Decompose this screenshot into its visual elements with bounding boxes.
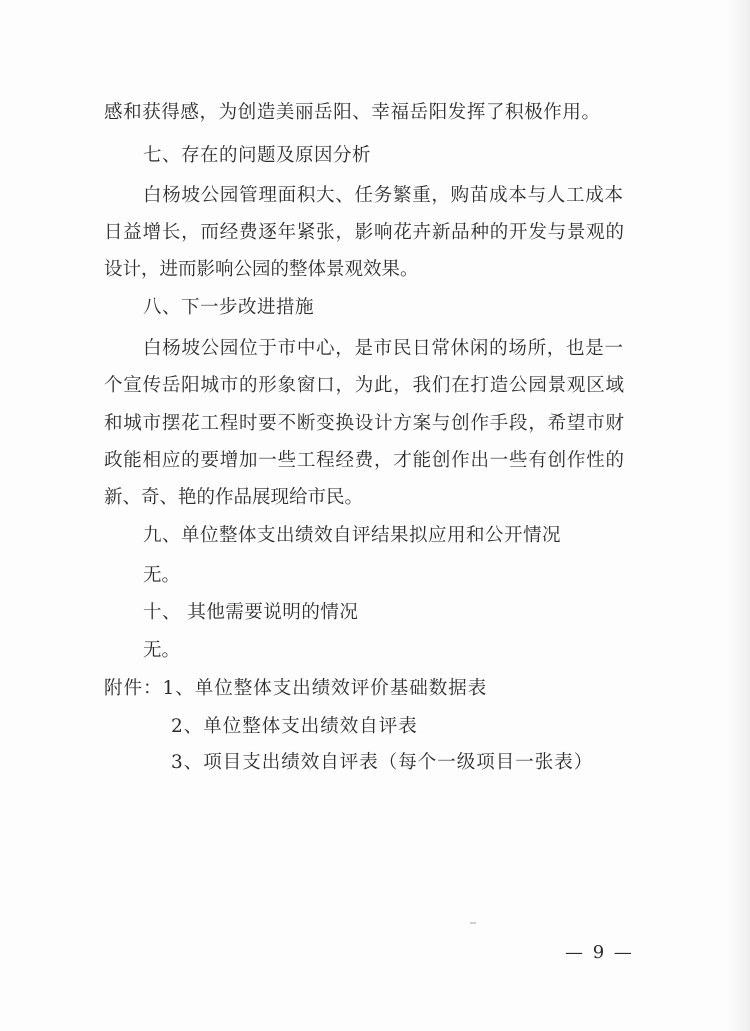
- attachment-item-3: 3、项目支出绩效自评表（每个一级项目一张表）: [171, 752, 594, 773]
- page-number: — 9 —: [565, 942, 634, 963]
- scan-shadow-edge: [728, 0, 750, 1031]
- paragraph-problems-line-1: 白杨坡公园管理面积大、任务繁重，购苗成本与人工成本: [143, 185, 623, 206]
- paragraph-other-notes: 无。: [143, 640, 181, 661]
- paragraph-problems-line-3: 设计，进而影响公园的整体景观效果。: [104, 259, 419, 280]
- paragraph-improvements-line-5: 新、奇、艳的作品展现给市民。: [104, 487, 364, 508]
- paragraph-improvements-line-2: 个宣传岳阳城市的形象窗口，为此，我们在打造公园景观区域: [104, 375, 624, 396]
- attachments-label-item-1: 附件：1、单位整体支出绩效评价基础数据表: [104, 678, 488, 699]
- paragraph-improvements-line-4: 政能相应的要增加一些工程经费，才能创作出一些有创作性的: [104, 450, 624, 471]
- paragraph-improvements-line-1: 白杨坡公园位于市中心，是市民日常休闲的场所，也是一: [143, 338, 623, 359]
- scan-speck: [470, 922, 476, 924]
- section-heading-other-notes: 十、 其他需要说明的情况: [143, 602, 359, 623]
- section-heading-improvements: 八、下一步改进措施: [143, 297, 315, 318]
- section-heading-results-application: 九、单位整体支出绩效自评结果拟应用和公开情况: [143, 525, 562, 546]
- attachment-item-2: 2、单位整体支出绩效自评表: [171, 716, 418, 737]
- body-line-continuation: 感和获得感，为创造美丽岳阳、幸福岳阳发挥了积极作用。: [104, 102, 600, 123]
- section-heading-problems: 七、存在的问题及原因分析: [143, 145, 372, 166]
- paragraph-problems-line-2: 日益增长，而经费逐年紧张，影响花卉新品种的开发与景观的: [104, 222, 624, 243]
- paragraph-improvements-line-3: 和城市摆花工程时要不断变换设计方案与创作手段，希望市财: [104, 413, 624, 434]
- paragraph-results-application: 无。: [143, 565, 181, 586]
